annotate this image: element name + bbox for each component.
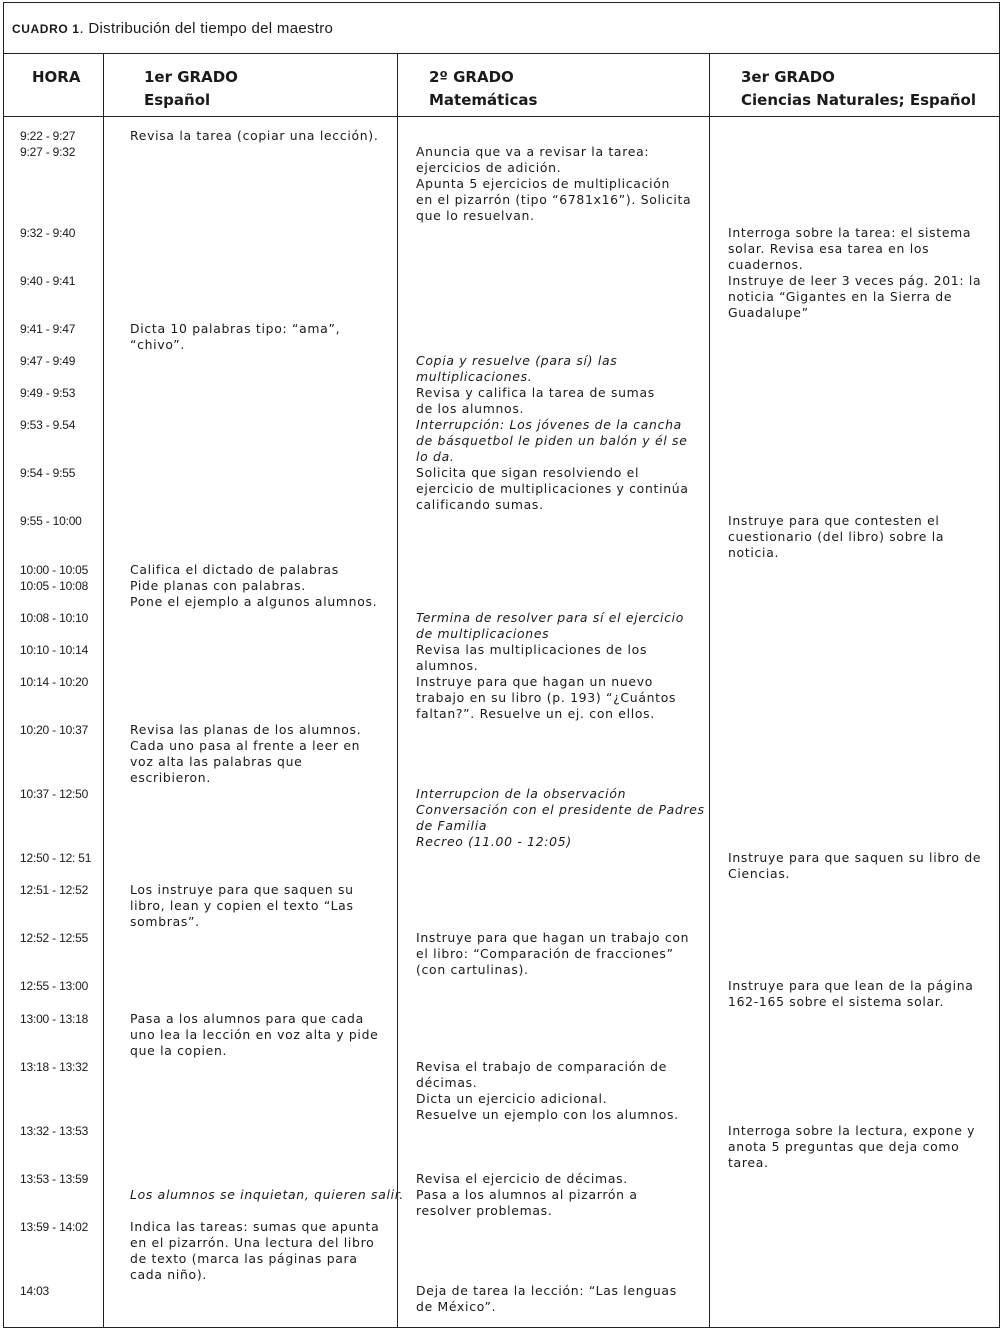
time-cell: 9:54 - 9:55 — [20, 466, 76, 480]
time-cell: 9:32 - 9:40 — [20, 226, 76, 240]
time-cell: 10:00 - 10:05 — [20, 563, 89, 577]
time-cell: 14:03 — [20, 1284, 50, 1298]
header-grade-3-title: 3er GRADO — [741, 68, 835, 86]
grade2-entry: Instruye para que hagan un trabajo con el libro: “Comparación de fracciones” (con cartulinas). — [416, 930, 690, 977]
column-divider-2 — [397, 54, 398, 1328]
grade3-entry: Interroga sobre la lectura, expone y anota 5 preguntas que deja como tarea. — [728, 1123, 976, 1170]
column-divider-1 — [103, 54, 104, 1328]
grade1-entry: Los alumnos se inquietan, quieren salir. — [130, 1187, 405, 1202]
header-grade-3 — [741, 66, 976, 112]
header-grade-2-title: 2º GRADO — [429, 68, 514, 86]
time-cell: 9:22 - 9:27 — [20, 129, 76, 143]
header-grade-1 — [144, 66, 238, 112]
time-cell: 13:59 - 14:02 — [20, 1220, 89, 1234]
time-cell: 10:05 - 10:08 — [20, 579, 89, 593]
grade1-entry: Los instruye para que saquen su libro, lean y copien el texto “Las sombras”. — [130, 882, 354, 929]
grade2-entry: Anuncia que va a revisar la tarea: ejercicios de adición. Apunta 5 ejercicios de multiplicación en el pizarrón (tipo “6781x16”). Solicita que lo resuelvan. — [416, 144, 692, 223]
grade2-entry: Termina de resolver para sí el ejercicio de multiplicaciones — [416, 610, 685, 641]
grade1-entry: Indica las tareas: sumas que apunta en el pizarrón. Una lectura del libro de texto (marca las páginas para cada niño). — [130, 1219, 380, 1282]
time-cell: 10:20 - 10:37 — [20, 723, 89, 737]
grade2-entry: Solicita que sigan resolviendo el ejercicio de multiplicaciones y continúa calificando sumas. — [416, 465, 689, 512]
grade1-entry: Pasa a los alumnos para que cada uno lea la lección en voz alta y pide que la copien. — [130, 1011, 379, 1058]
time-cell: 12:50 - 12: 51 — [20, 851, 92, 865]
grade2-entry: Instruye para que hagan un nuevo trabajo en su libro (p. 193) “¿Cuántos faltan?”. Resuelve un ej. con ellos. — [416, 674, 677, 721]
caption-divider — [3, 53, 1000, 54]
grade2-entry: Revisa el trabajo de comparación de décimas. Dicta un ejercicio adicional. Resuelve un ejemplo con los alumnos. — [416, 1059, 679, 1122]
caption-title: . Distribución del tiempo del maestro — [79, 20, 334, 37]
header-grade-3-subject: Ciencias Naturales; Español — [741, 91, 976, 109]
time-cell: 12:51 - 12:52 — [20, 883, 89, 897]
grade3-entry: Instruye para que saquen su libro de Ciencias. — [728, 850, 982, 881]
grade2-entry: Copia y resuelve (para sí) las multiplicaciones. — [416, 353, 618, 384]
time-cell: 12:52 - 12:55 — [20, 931, 89, 945]
grade2-entry: Revisa el ejercicio de décimas. Pasa a los alumnos al pizarrón a resolver problemas. — [416, 1171, 638, 1218]
time-cell: 10:14 - 10:20 — [20, 675, 89, 689]
time-cell: 10:08 - 10:10 — [20, 611, 89, 625]
time-cell: 9:49 - 9:53 — [20, 386, 76, 400]
grade3-entry: Instruye para que lean de la página 162-165 sobre el sistema solar. — [728, 978, 974, 1009]
time-cell: 10:10 - 10:14 — [20, 643, 89, 657]
grade1-entry: Revisa las planas de los alumnos. Cada uno pasa al frente a leer en voz alta las palabras que escribieron. — [130, 722, 362, 785]
grade2-entry: Interrupcion de la observación Conversación con el presidente de Padres de Familia Recreo (11.00 - 12:05) — [416, 786, 705, 849]
time-cell: 13:18 - 13:32 — [20, 1060, 89, 1074]
header-grade-1-title: 1er GRADO — [144, 68, 238, 86]
time-cell: 9:53 - 9.54 — [20, 418, 76, 432]
time-cell: 9:27 - 9:32 — [20, 145, 76, 159]
header-hora: HORA — [32, 68, 81, 86]
grade1-entry: Dicta 10 palabras tipo: “ama”, “chivo”. — [130, 321, 341, 352]
caption-label: CUADRO 1 — [12, 22, 80, 36]
grade1-entry: Revisa la tarea (copiar una lección). — [130, 128, 379, 143]
grade2-entry: Interrupción: Los jóvenes de la cancha de básquetbol le piden un balón y él se lo da. — [416, 417, 688, 464]
header-grade-1-subject: Español — [144, 91, 211, 109]
grade2-entry: Revisa las multiplicaciones de los alumnos. — [416, 642, 648, 673]
time-cell: 9:41 - 9:47 — [20, 322, 76, 336]
grade2-entry: Deja de tarea la lección: “Las lenguas de México”. — [416, 1283, 677, 1314]
time-cell: 9:55 - 10:00 — [20, 514, 82, 528]
table-caption — [12, 20, 333, 37]
grade3-entry: Instruye para que contesten el cuestionario (del libro) sobre la noticia. — [728, 513, 945, 560]
time-cell: 13:53 - 13:59 — [20, 1172, 89, 1186]
time-cell: 9:40 - 9:41 — [20, 274, 76, 288]
header-grade-2-subject: Matemáticas — [429, 91, 538, 109]
time-cell: 10:37 - 12:50 — [20, 787, 89, 801]
grade1-entry: Califica el dictado de palabras Pide planas con palabras. Pone el ejemplo a algunos alumnos. — [130, 562, 378, 609]
time-cell: 13:00 - 13:18 — [20, 1012, 89, 1026]
time-cell: 9:47 - 9:49 — [20, 354, 76, 368]
grade2-entry: Revisa y califica la tarea de sumas de los alumnos. — [416, 385, 655, 416]
time-cell: 13:32 - 13:53 — [20, 1124, 89, 1138]
grade3-entry: Interroga sobre la tarea: el sistema solar. Revisa esa tarea en los cuadernos. Instruye de leer 3 veces pág. 201: la noticia “Gigantes en la Sierra de Guadalupe” — [728, 225, 982, 320]
header-divider — [3, 116, 1000, 117]
header-grade-2 — [429, 66, 537, 112]
time-cell: 12:55 - 13:00 — [20, 979, 89, 993]
column-divider-3 — [709, 54, 710, 1328]
